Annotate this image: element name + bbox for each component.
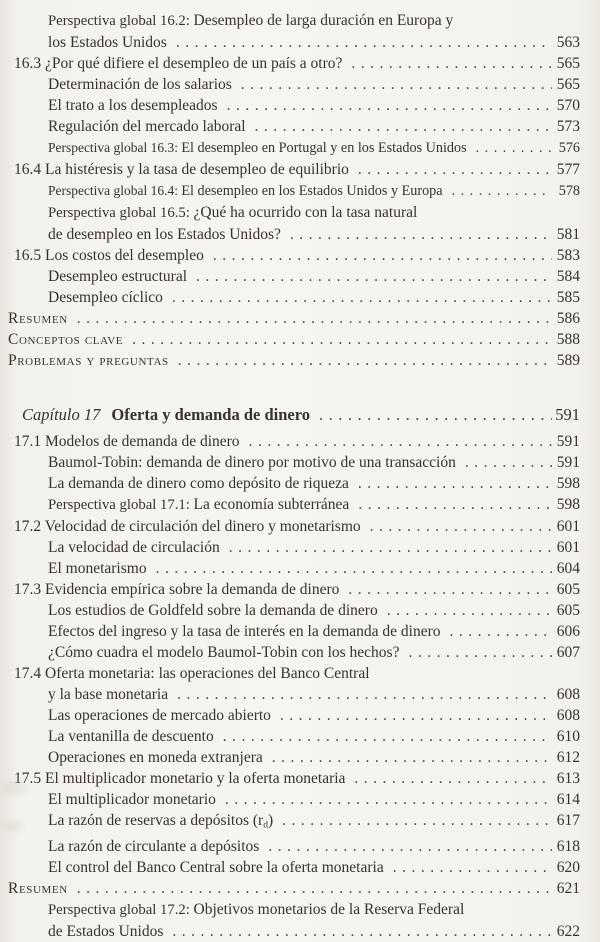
dot-leader [361,516,552,537]
toc-entry-text [14,159,349,180]
toc-entry-part: El monetarismo [48,560,147,577]
toc-page-number: 601 [556,518,580,535]
toc-page-number: 601 [556,539,580,556]
toc-entry-text [48,10,453,32]
toc-entry-part: La ventanilla de descuento [48,728,214,745]
toc-row [0,245,580,266]
toc-page-number: 563 [556,34,580,51]
toc-entry-part: Problemas y preguntas [8,352,169,369]
toc-entry-text [48,684,168,705]
toc-entry-part: Oferta y demanda de dinero [111,405,310,424]
dot-leader [167,32,552,53]
toc-row [0,350,580,371]
dot-leader [281,224,552,245]
toc-entry-part: de desempleo en los Estados Unidos? [48,226,281,243]
toc-row [0,726,580,747]
toc-row [0,878,580,899]
toc-entry-text [48,32,167,53]
toc-row [0,329,580,350]
toc-entry-text [48,600,378,621]
toc-entry-part: Efectos del ingreso y la tasa de interés en la demanda de dinero [48,623,441,640]
toc-entry-part: Conceptos clave [8,331,124,348]
dot-leader [68,878,552,899]
toc-entry-part: Determinación de los salarios [48,76,232,93]
toc-entry-text [48,287,163,308]
toc-row [0,95,580,116]
toc-entry-text [14,53,342,74]
toc-row [0,747,580,768]
toc-entry-part: 16.4 La histéresis y la tasa de desempleo de equilibrio [14,161,349,178]
toc-page-number: 581 [556,226,580,243]
dot-leader [441,621,552,642]
toc-entry-part: y la base monetaria [48,686,169,703]
dot-leader [339,579,552,600]
dot-leader [384,857,552,878]
toc-entry-part: 17.2 Velocidad de circulación del dinero y monetarismo [14,518,361,535]
dot-leader [467,138,552,159]
toc-entry-text [14,768,345,789]
toc-page-number: 620 [556,858,580,876]
dot-leader [218,95,552,116]
dot-leader [187,266,552,287]
toc-entry-text [8,350,169,371]
dot-leader [345,768,552,789]
dot-leader [220,537,552,558]
toc-page-number: 622 [556,922,580,940]
dot-leader [163,287,552,308]
dot-leader [310,404,552,425]
toc-entry-part: ¿Cómo cuadra el modelo Baumol-Tobin con los hechos? [48,644,400,661]
toc-page-number: 605 [556,581,580,598]
toc-entry-text [14,516,361,537]
toc-entry-part: Perspectiva global 17.1: [48,497,194,513]
toc-row [0,116,580,137]
dot-leader [263,747,552,768]
toc-row [0,579,580,600]
dot-leader [342,53,552,74]
toc-entry-text [48,836,259,857]
toc-entry-text [48,726,214,747]
toc-page-number: 589 [556,352,580,369]
toc-row [0,558,580,579]
toc-entry-part: La razón de circulante a depósitos [48,837,260,855]
dot-leader [443,181,552,202]
toc-entry-text [48,202,417,224]
toc-row [0,431,580,452]
toc-row [0,642,580,663]
toc-entry-part: La demanda de dinero como depósito de riqueza [48,475,349,492]
toc-entry-text [14,663,370,684]
toc-row [0,53,580,74]
toc-entry-part: La economía subterránea [193,496,350,513]
toc-entry-text [48,899,464,921]
toc-row [0,789,580,810]
toc-entry-text [48,810,273,836]
dot-leader [168,684,552,705]
toc-row [0,287,580,308]
toc-row [0,621,580,642]
toc-entry-part: La velocidad de circulación [48,539,220,556]
toc-entry-text [48,558,147,579]
toc-entry-part: Baumol-Tobin: demanda de dinero por motivo de una transacción [48,454,456,471]
toc-page-number: 565 [556,76,580,93]
dot-leader [240,431,552,452]
toc-page-number: 604 [556,560,580,577]
dot-leader [68,308,552,329]
toc-entry-part: Desempleo cíclico [48,289,163,306]
toc-entry-part: 16.3 ¿Por qué difiere el desempleo de un país a otro? [14,55,343,72]
toc-entry-part: Las operaciones de mercado abierto [48,707,271,724]
toc-entry-part: Resumen [8,879,68,897]
toc-row [0,768,580,789]
toc-row [0,836,580,857]
toc-row [0,899,580,921]
toc-entry-text [48,921,163,942]
toc-page-number: 614 [556,791,580,808]
toc-entry-text [48,789,216,810]
dot-leader [123,329,552,350]
toc-entry-text [48,180,443,202]
toc-row [0,857,580,878]
toc-entry-part: El desempleo en Portugal y en los Estados Unidos [181,140,467,156]
toc-page-number: 598 [556,475,580,492]
dot-leader [246,116,552,137]
toc-entry-part: El control del Banco Central sobre la oferta monetaria [48,858,384,876]
toc-row [0,473,580,494]
toc-entry-part: Los estudios de Goldfeld sobre la demanda de dinero [48,602,378,619]
toc-entry-text [14,245,204,266]
toc-entry-part: Perspectiva global 17.2: [48,901,194,918]
toc-row [0,74,580,95]
dot-leader [232,74,552,95]
dot-leader [259,836,552,857]
toc-entry-text [48,224,281,245]
toc-row [0,600,580,621]
toc-page-number: 583 [556,247,580,264]
toc-page-number: 618 [556,837,580,855]
toc-row [0,10,580,32]
toc-page-number: 570 [556,97,580,114]
toc-entry-part: Regulación del mercado laboral [48,118,246,135]
toc-row [0,810,580,836]
toc-entry-text [48,473,349,494]
toc-row [0,705,580,726]
toc-row [0,663,580,684]
toc-entry-part: 17.4 Oferta monetaria: las operaciones del Banco Central [14,665,370,682]
dot-leader [349,473,552,494]
toc-entry-text [48,537,220,558]
toc-page-number: 608 [556,686,580,703]
toc-entry-part: Desempleo estructural [48,268,188,285]
toc-entry-text [48,857,384,878]
toc-entry-part: 17.3 Evidencia empírica sobre la demanda de dinero [14,581,340,598]
toc-entry-text [48,452,456,473]
scan-smudge [2,780,28,796]
toc-entry-text [48,266,187,287]
scan-smudge [4,820,24,832]
toc-page-number: 608 [556,707,580,724]
toc-page-number: 586 [556,310,580,327]
toc-page-number: 612 [556,749,580,766]
toc-page-number: 584 [556,268,580,285]
toc-page-number: 617 [556,812,580,829]
toc-entry-part: ¿Qué ha ocurrido con la tasa natural [193,204,418,221]
toc-entry-part: El multiplicador monetario [48,791,216,808]
toc-entry-text [48,705,271,726]
dot-leader [349,159,552,180]
toc-page-number: 591 [556,433,580,450]
toc-entry-part: 17.1 Modelos de demanda de dinero [14,433,240,450]
toc-entry-text [8,308,68,329]
toc-page-number: 585 [556,289,580,306]
toc-row [0,684,580,705]
toc-entry-part: Perspectiva global 16.2: [48,13,194,29]
dot-leader [456,452,552,473]
toc-row [0,32,580,53]
toc-row [0,404,580,425]
toc-entry-text [48,95,218,116]
toc-page-number: 577 [556,161,580,178]
dot-leader [271,705,552,726]
toc-row [0,266,580,287]
toc-entry-part: de Estados Unidos [48,922,164,940]
toc-entry-text [14,431,240,452]
toc-entry-text [48,494,349,516]
dot-leader [349,494,552,515]
toc-entry-part: los Estados Unidos [48,34,167,51]
toc-page-number: 588 [556,331,580,348]
toc-row [0,537,580,558]
toc-page-number: 607 [556,644,580,661]
toc-row [0,308,580,329]
toc-page-number: 613 [556,770,580,787]
toc-entry-part: ) [267,812,274,829]
toc-entry-text [48,621,441,642]
dot-leader [214,726,552,747]
dot-leader [273,810,552,831]
toc-page-number: 610 [556,728,580,745]
toc-row [0,202,580,224]
dot-leader [216,789,552,810]
toc-page-number: 605 [556,602,580,619]
toc-entry-text [48,642,399,663]
dot-leader [147,558,552,579]
toc-page-number: 621 [556,879,580,897]
toc-page-number: 591 [556,454,580,471]
toc-entry-part: Objetivos monetarios de la Reserva Federal [193,900,465,918]
toc-entry-text [8,878,68,899]
toc-row [0,452,580,473]
toc-entry-text [14,579,339,600]
toc-entry-part: Resumen [8,310,68,327]
toc-entry-text [48,747,263,768]
dot-leader [204,245,552,266]
toc-list [0,10,580,942]
dot-leader [399,642,552,663]
toc-row [0,159,580,180]
toc-entry-text [48,137,467,159]
toc-entry-part: Perspectiva global 16.5: [48,205,194,221]
dot-leader [163,921,552,942]
toc-entry-text [48,74,232,95]
toc-entry-part: 17.5 El multiplicador monetario y la oferta monetaria [14,770,346,787]
toc-page-number: 576 [558,140,580,156]
dot-leader [169,350,552,371]
toc-entry-part: Desempleo de larga duración en Europa y [193,12,454,29]
toc-page-number: 573 [556,118,580,135]
toc-page-number: 565 [556,55,580,72]
toc-entry-part: Capítulo 17 [22,405,101,424]
dot-leader [378,600,552,621]
toc-page-number: 598 [556,496,580,513]
toc-page-number: 578 [558,183,580,199]
toc-entry-part: 16.5 Los costos del desempleo [14,247,204,264]
toc-page-number: 606 [556,623,580,640]
toc-entry-part: Operaciones en moneda extranjera [48,749,263,766]
toc-row [0,224,580,245]
toc-entry-text [48,116,246,137]
toc-entry-part: El desempleo en los Estados Unidos y Europa [181,183,443,199]
toc-row [0,180,580,202]
toc-row [0,137,580,159]
toc-row [0,516,580,537]
toc-entry-text [8,329,123,350]
toc-row [0,921,580,942]
toc-page-number: 591 [555,405,580,424]
toc-entry-text [22,404,310,425]
toc-entry-part: Perspectiva global 16.4: [48,183,182,198]
toc-entry-part: Perspectiva global 16.3: [48,140,182,155]
toc-row [0,494,580,516]
toc-entry-part: La razón de reservas a depósitos (r [48,812,264,829]
toc-entry-part: d [263,819,268,831]
toc-entry-part: El trato a los desempleados [48,97,218,114]
